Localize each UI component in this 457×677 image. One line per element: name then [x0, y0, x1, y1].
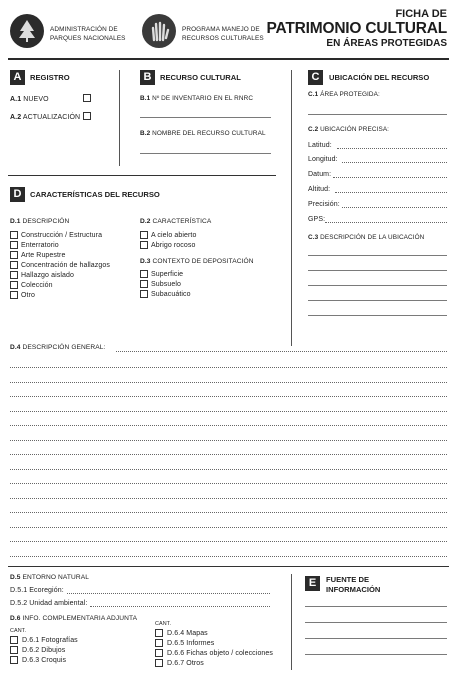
d64-label: D.6.4 Mapas: [167, 630, 208, 637]
c3-line-5[interactable]: [308, 315, 447, 316]
c3-line-4[interactable]: [308, 300, 447, 301]
b1-field[interactable]: [140, 117, 271, 118]
d62-checkbox[interactable]: [10, 646, 18, 654]
d1-checkbox-7[interactable]: [10, 291, 18, 299]
d3-checkbox-1[interactable]: [140, 270, 148, 278]
d63-checkbox[interactable]: [10, 656, 18, 664]
d1-option-5: Hallazgo aislado: [21, 272, 74, 279]
section-d-letter: D: [10, 187, 25, 202]
c2-label: C.2 UBICACIÓN PRECISA:: [308, 126, 390, 133]
d4-line[interactable]: [10, 512, 447, 513]
d2-option-2: Abrigo rocoso: [151, 242, 196, 249]
d67-checkbox[interactable]: [155, 659, 163, 667]
d65-checkbox[interactable]: [155, 639, 163, 647]
precision-field[interactable]: [342, 207, 447, 208]
d4-line[interactable]: [10, 440, 447, 441]
divider-d5: [8, 566, 449, 567]
d1-label: D.1 DESCRIPCIÓN: [10, 218, 70, 225]
d1-option-1: Construcción / Estructura: [21, 232, 103, 239]
b2-label: B.2 NOMBRE DEL RECURSO CULTURAL: [140, 130, 266, 137]
d1-option-3: Arte Rupestre: [21, 252, 66, 259]
d4-label: D.4 DESCRIPCIÓN GENERAL:: [10, 344, 106, 351]
d61-checkbox[interactable]: [10, 636, 18, 644]
d67-label: D.6.7 Otros: [167, 660, 204, 667]
d6-label: D.6 INFO. COMPLEMENTARIA ADJUNTA: [10, 615, 138, 622]
d1-checkbox-6[interactable]: [10, 281, 18, 289]
d4-line[interactable]: [10, 425, 447, 426]
d4-line[interactable]: [10, 527, 447, 528]
d4-line[interactable]: [10, 469, 447, 470]
d2-checkbox-2[interactable]: [140, 241, 148, 249]
cant-label-right: CANT.: [155, 621, 172, 627]
d1-option-2: Enterratorio: [21, 242, 59, 249]
section-e-title-line2: INFORMACIÓN: [326, 585, 381, 594]
section-b-letter: B: [140, 70, 155, 85]
title-line3: EN ÁREAS PROTEGIDAS: [326, 38, 447, 49]
d4-line[interactable]: [10, 396, 447, 397]
title-line1: FICHA DE: [395, 8, 447, 20]
gps-field[interactable]: [325, 222, 447, 223]
d1-option-6: Colección: [21, 282, 53, 289]
d3-checkbox-2[interactable]: [140, 280, 148, 288]
divider-de: [291, 574, 292, 670]
d52-field[interactable]: [90, 606, 270, 607]
section-d-title: CARACTERÍSTICAS DEL RECURSO: [30, 190, 160, 199]
d66-label: D.6.6 Fichas objeto / colecciones: [167, 650, 274, 657]
apn-tree-icon: [10, 14, 44, 48]
d3-label: D.3 CONTEXTO DE DEPOSITACIÓN: [140, 258, 254, 265]
a1-label: A.1 NUEVO: [10, 96, 49, 103]
datum-label: Datum:: [308, 171, 332, 178]
longitude-field[interactable]: [342, 162, 447, 163]
section-e-title-line1: FUENTE DE: [326, 575, 370, 584]
d3-option-1: Superficie: [151, 271, 184, 278]
a1-checkbox[interactable]: [83, 94, 91, 102]
a2-label: A.2 ACTUALIZACIÓN: [10, 114, 81, 121]
d2-label: D.2 CARACTERÍSTICA: [140, 218, 212, 225]
e-line-3[interactable]: [305, 638, 447, 639]
d2-checkbox-1[interactable]: [140, 231, 148, 239]
d65-label: D.6.5 Informes: [167, 640, 215, 647]
c1-label: C.1 ÁREA PROTEGIDA:: [308, 91, 380, 98]
c3-label: C.3 DESCRIPCIÓN DE LA UBICACIÓN: [308, 234, 425, 241]
section-e-letter: E: [305, 576, 320, 591]
d1-option-7: Otro: [21, 292, 36, 299]
datum-field[interactable]: [333, 177, 447, 178]
section-b-title: RECURSO CULTURAL: [160, 73, 241, 82]
header-divider: [8, 58, 449, 60]
title-line2: PATRIMONIO CULTURAL: [266, 20, 447, 37]
org2-line1: PROGRAMA MANEJO DE: [182, 26, 260, 33]
c3-line-1[interactable]: [308, 255, 447, 256]
d4-line[interactable]: [10, 541, 447, 542]
a2-checkbox[interactable]: [83, 112, 91, 120]
e-line-4[interactable]: [305, 654, 447, 655]
d4-line[interactable]: [10, 411, 447, 412]
divider-abd: [8, 175, 276, 176]
d51-label: D.5.1 Ecoregión:: [10, 587, 64, 594]
c3-line-2[interactable]: [308, 270, 447, 271]
gps-label: GPS:: [308, 216, 326, 223]
d61-label: D.6.1 Fotografías: [22, 637, 78, 644]
section-c-letter: C: [308, 70, 323, 85]
c1-field[interactable]: [308, 114, 447, 115]
d2-option-1: A cielo abierto: [151, 232, 197, 239]
altitude-field[interactable]: [335, 192, 447, 193]
d4-line[interactable]: [10, 498, 447, 499]
d1-checkbox-4[interactable]: [10, 261, 18, 269]
d5-label: D.5 ENTORNO NATURAL: [10, 574, 89, 581]
d51-field[interactable]: [67, 593, 270, 594]
org1-line1: ADMINISTRACIÓN DE: [50, 26, 118, 33]
d4-line[interactable]: [10, 556, 447, 557]
d4-line[interactable]: [10, 382, 447, 383]
e-line-1[interactable]: [305, 606, 447, 607]
b1-label: B.1 Nº DE INVENTARIO EN EL RNRC: [140, 95, 254, 102]
b2-field[interactable]: [140, 153, 271, 154]
d4-line[interactable]: [10, 483, 447, 484]
c3-line-3[interactable]: [308, 285, 447, 286]
d4-line[interactable]: [10, 367, 447, 368]
d1-checkbox-2[interactable]: [10, 241, 18, 249]
d52-label: D.5.2 Unidad ambiental:: [10, 600, 88, 607]
hand-icon: [142, 14, 176, 48]
d3-checkbox-3[interactable]: [140, 290, 148, 298]
d66-checkbox[interactable]: [155, 649, 163, 657]
section-c-title: UBICACIÓN DEL RECURSO: [329, 73, 430, 82]
latitude-field[interactable]: [337, 148, 447, 149]
d3-option-2: Subsuelo: [151, 281, 181, 288]
d1-option-4: Concentración de hallazgos: [21, 262, 110, 269]
d64-checkbox[interactable]: [155, 629, 163, 637]
section-a-letter: A: [10, 70, 25, 85]
cant-label-left: CANT.: [10, 628, 27, 634]
org1-line2: PARQUES NACIONALES: [50, 35, 126, 42]
d3-option-3: Subacuático: [151, 291, 191, 298]
d1-checkbox-3[interactable]: [10, 251, 18, 259]
divider-ab: [119, 70, 120, 166]
altitude-label: Altitud:: [308, 186, 331, 193]
d1-checkbox-5[interactable]: [10, 271, 18, 279]
d4-first-line[interactable]: [116, 351, 447, 352]
org2-line2: RECURSOS CULTURALES: [182, 35, 264, 42]
section-a-title: REGISTRO: [30, 73, 70, 82]
precision-label: Precisión:: [308, 201, 340, 208]
d62-label: D.6.2 Dibujos: [22, 647, 66, 654]
d1-checkbox-1[interactable]: [10, 231, 18, 239]
e-line-2[interactable]: [305, 622, 447, 623]
latitude-label: Latitud:: [308, 142, 332, 149]
d4-line[interactable]: [10, 454, 447, 455]
longitude-label: Longitud:: [308, 156, 338, 163]
d63-label: D.6.3 Croquis: [22, 657, 67, 664]
divider-bc: [291, 70, 292, 346]
page-title: [267, 8, 447, 50]
